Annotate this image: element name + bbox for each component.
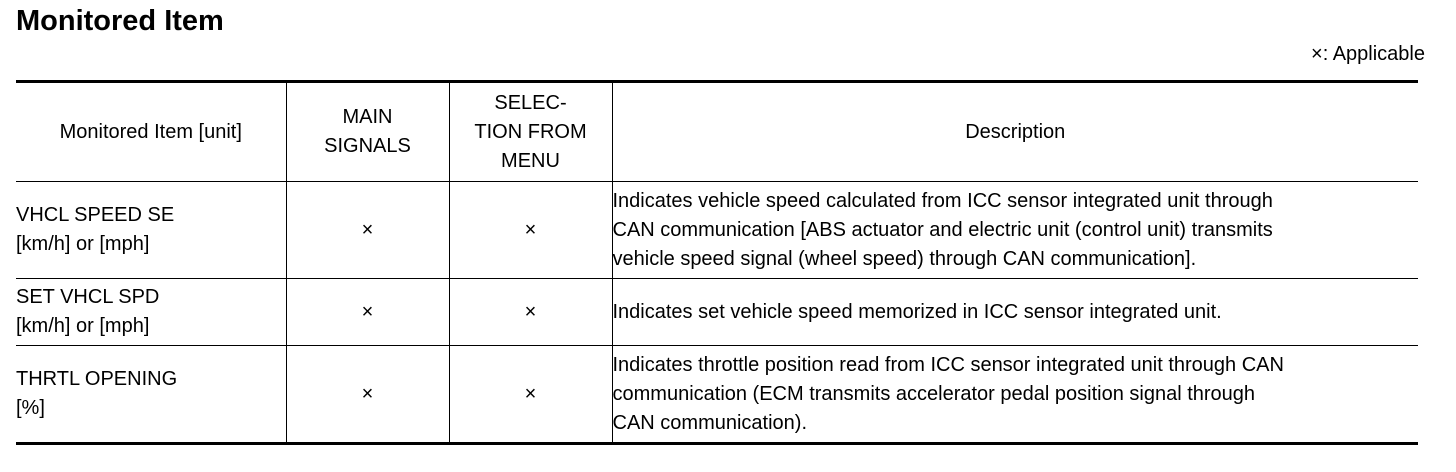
page-title: Monitored Item: [16, 5, 224, 37]
header-monitored-item-label: Monitored Item [unit]: [59, 120, 242, 143]
item-unit: [%]: [16, 397, 45, 419]
item-cell: [16, 182, 286, 279]
item-name: VHCL SPEED SE: [16, 204, 175, 226]
header-selection-line: TION FROM: [474, 120, 587, 143]
item-unit: [km/h] or [mph]: [16, 315, 150, 337]
header-monitored-item: [16, 82, 286, 182]
selection-menu-mark: ×: [449, 346, 612, 444]
item-cell: [16, 279, 286, 346]
description-line: CAN communication [ABS actuator and electric unit (control unit) transmits: [612, 218, 1273, 241]
description-line: Indicates throttle position read from ICC sensor integrated unit through CAN: [612, 353, 1284, 376]
description-line: vehicle speed signal (wheel speed) through CAN communication].: [612, 247, 1197, 270]
item-name: THRTL OPENING: [16, 368, 178, 390]
description-cell: [612, 279, 1418, 346]
table-row: [16, 182, 1418, 279]
table-row: [16, 279, 1418, 346]
header-description-label: Description: [965, 120, 1066, 143]
item-unit: [km/h] or [mph]: [16, 233, 150, 255]
main-signals-mark: ×: [286, 279, 449, 346]
selection-menu-mark: ×: [449, 279, 612, 346]
header-main-signals-line: MAIN: [342, 106, 393, 128]
monitored-item-table: [16, 80, 1418, 445]
main-signals-mark: ×: [286, 182, 449, 279]
item-name: SET VHCL SPD: [16, 286, 160, 308]
table-row: [16, 346, 1418, 444]
description-cell: [612, 346, 1418, 444]
table-header-row: [16, 82, 1418, 182]
item-cell: [16, 346, 286, 444]
main-signals-mark: ×: [286, 346, 449, 444]
selection-menu-mark: ×: [449, 182, 612, 279]
description-line: Indicates vehicle speed calculated from ICC sensor integrated unit through: [612, 189, 1273, 212]
header-selection-line: SELEC-: [494, 91, 567, 114]
applicable-legend: ×: Applicable: [1311, 43, 1425, 65]
header-description: [612, 82, 1418, 182]
header-selection-line: MENU: [501, 149, 560, 172]
description-line: CAN communication).: [612, 411, 808, 434]
header-main-signals: [286, 82, 449, 182]
description-line: Indicates set vehicle speed memorized in ICC sensor integrated unit.: [612, 300, 1222, 323]
description-cell: [612, 182, 1418, 279]
header-selection-from-menu: [449, 82, 612, 182]
description-line: communication (ECM transmits accelerator pedal position signal through: [612, 382, 1256, 405]
header-main-signals-line: SIGNALS: [324, 135, 411, 157]
